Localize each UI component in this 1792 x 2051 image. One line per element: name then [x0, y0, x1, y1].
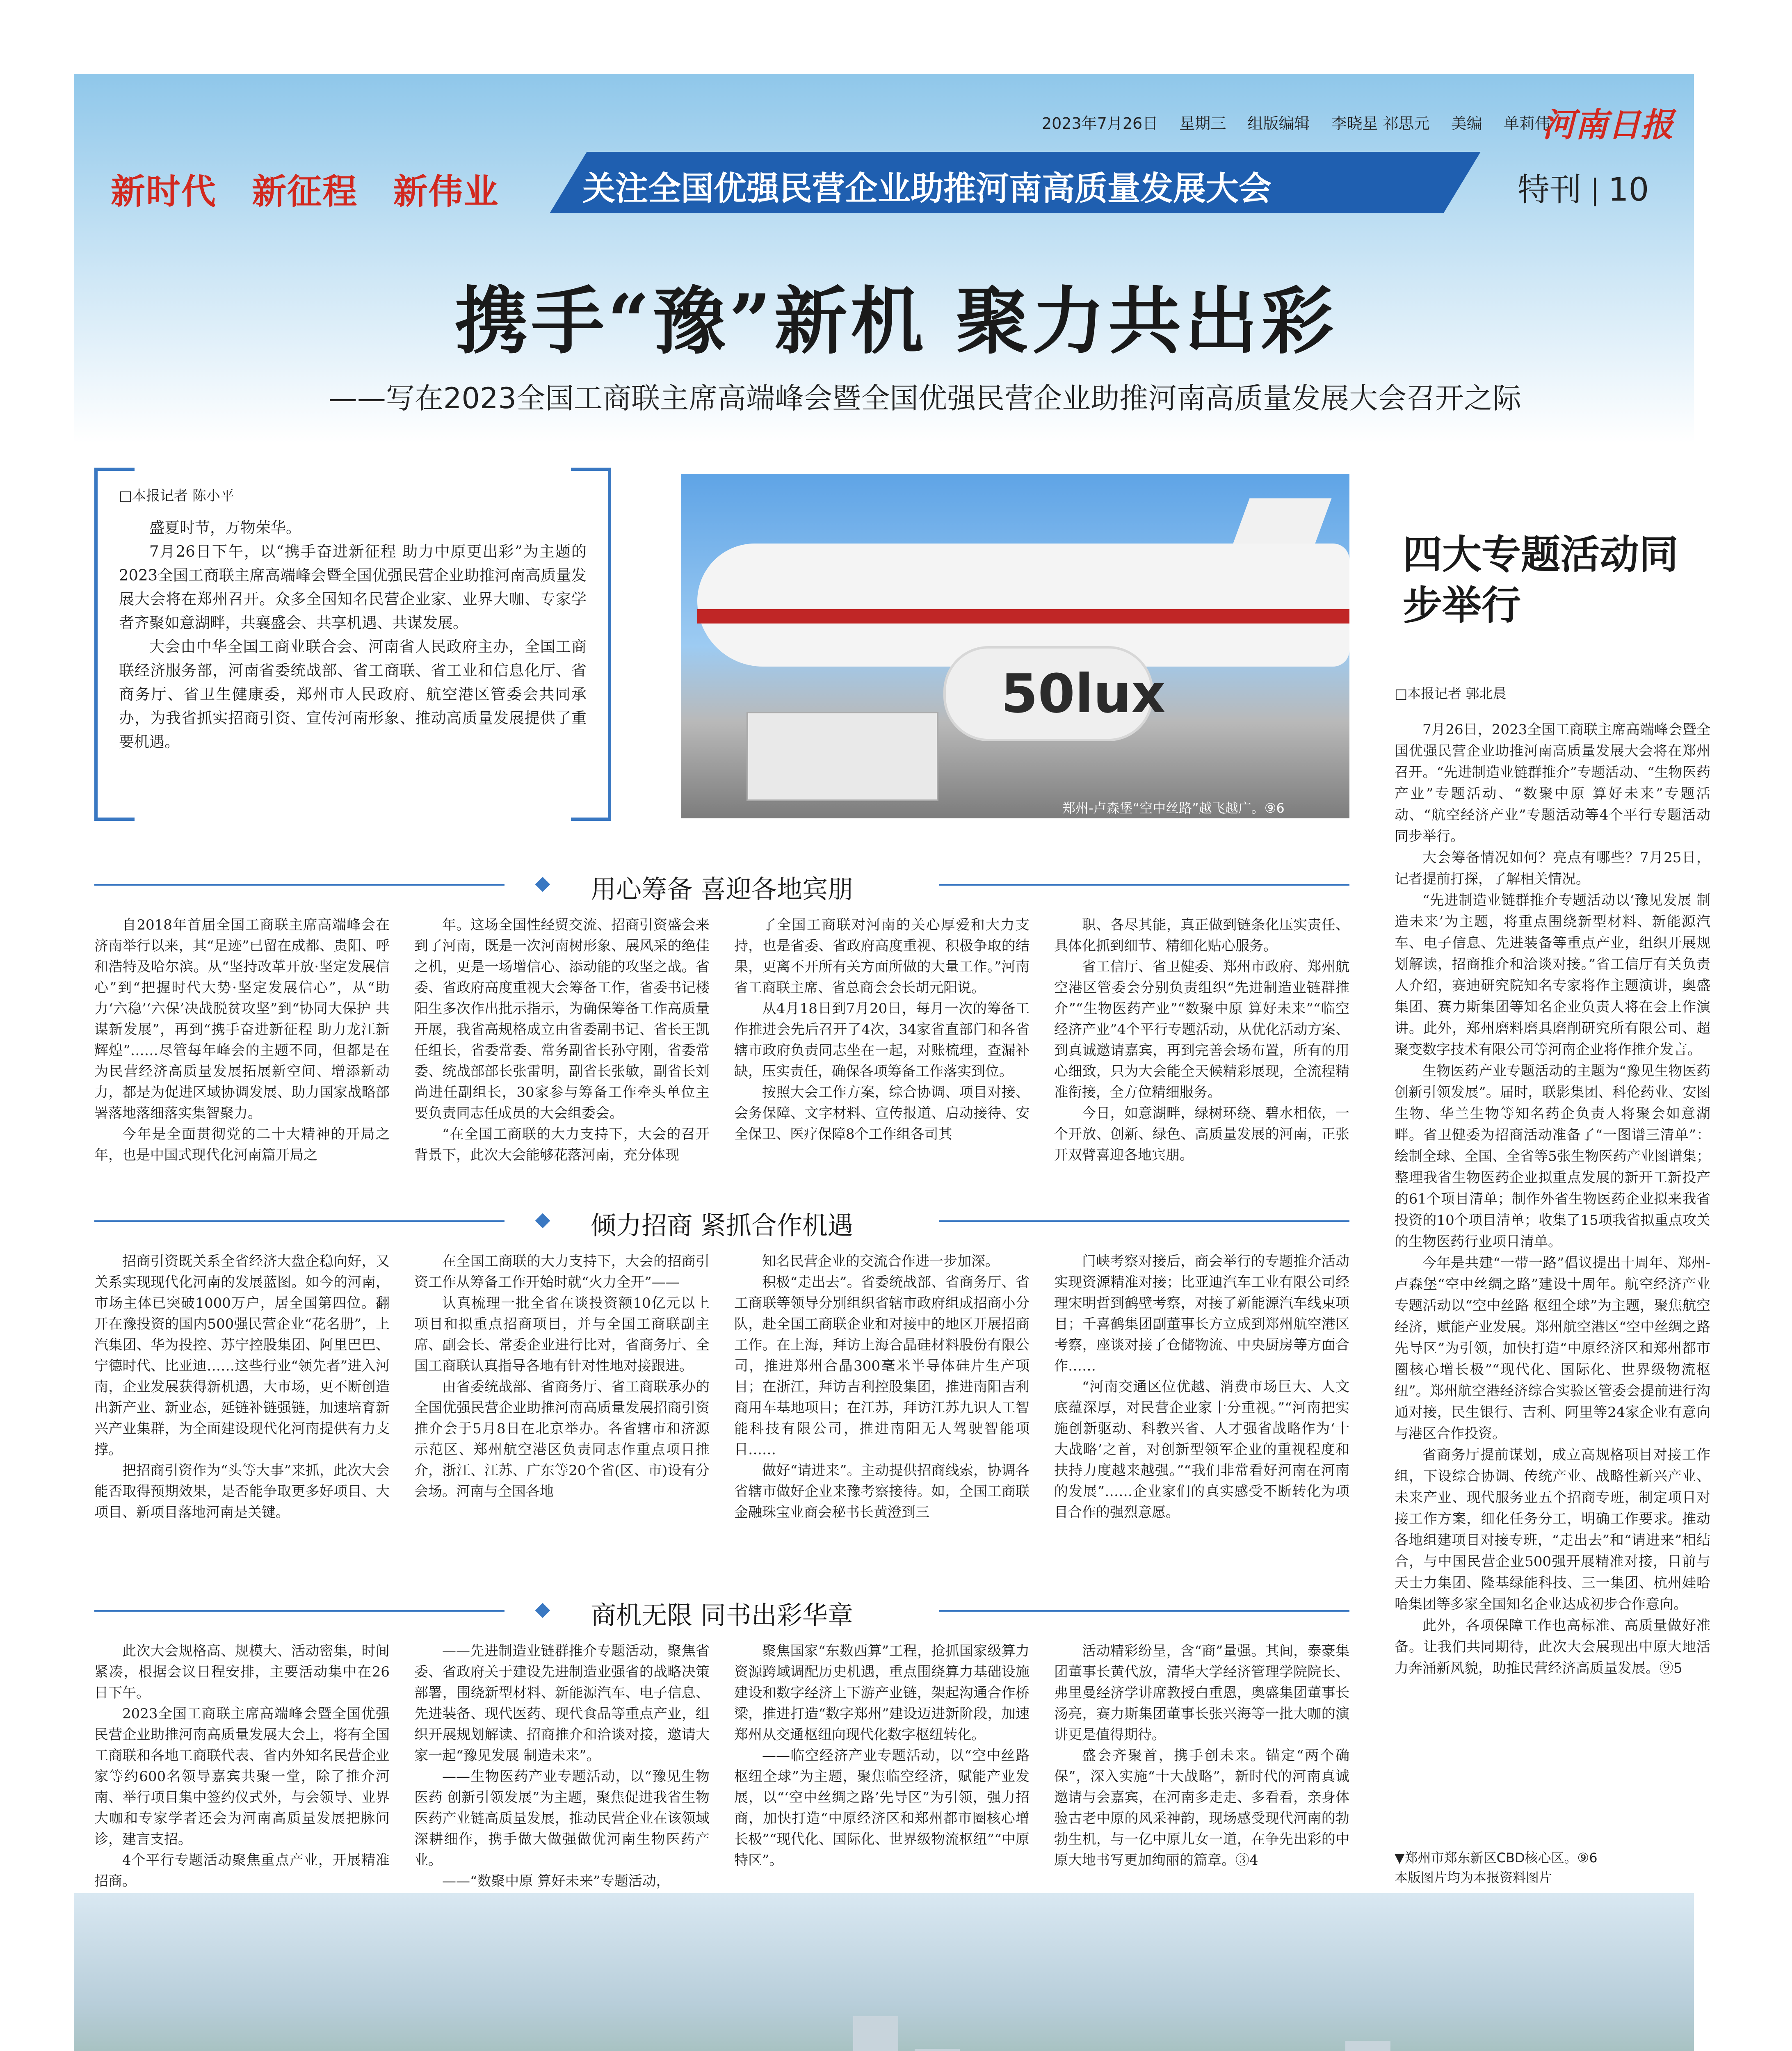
- section-title: 用心筹备 喜迎各地宾朋: [591, 874, 853, 904]
- text-column: [1054, 1641, 1349, 1892]
- city-photo-caption: [1395, 1848, 1710, 1887]
- body-paragraph: 省工信厅、省卫健委、郑州市政府、郑州航空港区管委会分别负责组织“先进制造业链群推介”“生物医药产业”“数聚中原 算好未来”“临空经济产业”4个平行专题活动，从优化活动方案、到真诚邀请嘉宾，再到完善会场布置，所有的用心细致，只为大会能全天候精彩展现，全流程精准衔接，全方位精细服务。: [1054, 959, 1349, 1101]
- topic-banner-text: 关注全国优强民营企业助推河南高质量发展大会: [582, 169, 1272, 208]
- body-paragraph: ——临空经济产业专题活动，以“空中丝路 枢纽全球”为主题，聚焦临空经济，赋能产业发展，以“‘空中丝绸之路’先导区”为引领，强力招商，加快打造“中原经济区和郑州都市圈核心增长极”“现代化、国际化、世界级物流枢纽”“中原特区”。: [734, 1747, 1030, 1868]
- side-paragraph: “先进制造业链群推介专题活动以‘豫见发展 制造未来’为主题，将重点围绕新型材料、新能源汽车、电子信息、先进装备等重点产业，组织开展规划解读，招商推介和洽谈对接。”省工信厅有关负责人介绍，赛迪研究院知名专家将作主题演讲，奥盛集团、赛力斯集团等知名企业负责人将在会上作演讲。此外，郑州磨料磨具磨削研究所有限公司、超聚变数字技术有限公司等河南企业将作推介发言。: [1395, 892, 1710, 1058]
- text-column: [94, 1251, 390, 1523]
- body-paragraph: ——“数聚中原 算好未来”专题活动，: [442, 1873, 670, 1889]
- section-2-body: [94, 1251, 1349, 1523]
- engine-livery-text: 50lux: [1001, 662, 1166, 725]
- text-column: [1054, 1251, 1349, 1523]
- reporter-byline: □本报记者 陈小平: [119, 488, 234, 504]
- newspaper-logo: 河南日报: [1542, 105, 1673, 144]
- side-paragraph: 省商务厅提前谋划，成立高规格项目对接工作组，下设综合协调、传统产业、战略性新兴产业、未来产业、现代服务业五个招商专班，制定项目对接工作方案，细化任务分工，明确工作要求。推动各地组建项目对接专班，“走出去”和“请进来”相结合，与中国民营企业500强开展精准对接，目前与天士力集团、隆基绿能科技、三一集团、杭州娃哈哈集团等多家全国知名企业达成初步合作意向。: [1395, 1447, 1710, 1612]
- text-column: [94, 1641, 390, 1892]
- caption-line: ▼郑州市郑东新区CBD核心区。⑨6: [1395, 1850, 1598, 1866]
- section-3-body: [94, 1641, 1349, 1892]
- editor-label: 组版编辑: [1247, 114, 1310, 132]
- body-paragraph: 做好“请进来”。主动提供招商线索，协调各省辖市做好企业来豫考察接待。如，全国工商联金融珠宝业商会秘书长黄澄到三: [734, 1462, 1030, 1521]
- masthead-meta: [1042, 111, 1567, 133]
- intro-box: [94, 468, 611, 814]
- text-column: [1054, 915, 1349, 1166]
- text-column: [414, 1251, 710, 1523]
- reporter-byline: □本报记者 郭北晨: [1395, 685, 1507, 701]
- intro-paragraph: 盛夏时节，万物荣华。: [149, 519, 301, 537]
- intro-text: [119, 484, 587, 754]
- side-paragraph: 7月26日，2023全国工商联主席高端峰会暨全国优强民营企业助推河南高质量发展大会将在郑州召开。“先进制造业链群推介”专题活动、“生物医药产业”专题活动、“数聚中原 算好未来”专题活动、“航空经济产业”专题活动等4个平行专题活动同步举行。: [1395, 722, 1710, 845]
- section-name: 特刊: [1518, 171, 1582, 208]
- section-header-3: [94, 1592, 1349, 1628]
- side-article-body: [1395, 683, 1710, 1679]
- slogan-item: 新征程: [252, 171, 358, 212]
- body-paragraph: 年。这场全国性经贸交流、招商引资盛会来到了河南，既是一次河南树形象、展风采的绝佳之机，更是一场增信心、添动能的攻坚之战。省委、省政府高度重视大会筹备工作，省委书记楼阳生多次作出批示指示，为确保筹备工作高质量开展，我省高规格成立由省委副书记、省长王凯任组长，省委常委、常务副省长孙守刚，省委常委、统战部部长张雷明，副省长张敏，副省长刘尚进任副组长，30家参与筹备工作牵头单位主要负责同志任成员的大会组委会。: [414, 917, 710, 1121]
- body-paragraph: ——生物医药产业专题活动，以“豫见生物医药 创新引领发展”为主题，聚焦促进我省生物医药产业链高质量发展，推动民营企业在该领域深耕细作，携手做大做强做优河南生物医药产业。: [414, 1768, 710, 1868]
- art-editor-label: 美编: [1451, 114, 1482, 132]
- sub-headline: ——写在2023全国工商联主席高端峰会暨全国优强民营企业助推河南高质量发展大会召开之际: [328, 381, 1522, 415]
- photo-tower: [853, 2016, 898, 2051]
- side-article-title: 四大专题活动同步举行: [1403, 531, 1678, 628]
- text-column: [734, 915, 1030, 1166]
- slogan: [111, 164, 522, 214]
- page-section-label: [1518, 164, 1649, 210]
- section-title: 倾力招商 紧抓合作机遇: [591, 1211, 853, 1240]
- text-column: [414, 915, 710, 1166]
- section-divider: [1594, 178, 1596, 206]
- slogan-item: 新时代: [111, 171, 217, 212]
- photo-tower: [915, 2049, 960, 2051]
- body-paragraph: 活动精彩纷呈，含“商”量强。其间，泰豪集团董事长黄代放，清华大学经济管理学院院长、弗里曼经济学讲席教授白重恩，奥盛集团董事长汤亮，赛力斯集团董事长张兴海等一批大咖的演讲更是值得期待。: [1054, 1643, 1349, 1743]
- body-paragraph: 门峡考察对接后，商会举行的专题推介活动实现资源精准对接；比亚迪汽车工业有限公司经理宋明哲到鹤壁考察，对接了新能源汽车线束项目；千喜鹤集团副董事长方立成到郑州航空港区考察，座谈对接了仓储物流、中央厨房等方面合作……: [1054, 1253, 1349, 1374]
- body-paragraph: 招商引资既关系全省经济大盘企稳向好，又关系实现现代化河南的发展蓝图。如今的河南，市场主体已突破1000万户，居全国第四位。翻开在豫投资的国内500强民营企业“花名册”，上汽集团、华为投控、苏宁控股集团、阿里巴巴、宁德时代、比亚迪……这些行业“领先者”进入河南，企业发展获得新机遇，大市场，更不断创造出新产业、新业态，延链补链强链，加速培育新兴产业集群，为全面建设现代化河南提供有力支撑。: [94, 1253, 390, 1458]
- body-paragraph: 了全国工商联对河南的关心厚爱和大力支持，也是省委、省政府高度重视、积极争取的结果，更离不开所有关方面所做的大量工作。”河南省工商联主席、省总商会会长胡元阳说。: [734, 917, 1030, 996]
- body-paragraph: 此次大会规格高、规模大、活动密集，时间紧凑，根据会议日程安排，主要活动集中在26日下午。: [94, 1643, 390, 1701]
- art-editor-name: 单莉伟: [1503, 114, 1550, 132]
- side-paragraph: 此外，各项保障工作也高标准、高质量做好准备。让我们共同期待，此次大会展现出中原大地活力奔涌新风貌，助推民营经济高质量发展。⑨5: [1395, 1617, 1710, 1676]
- body-paragraph: 按照大会工作方案，综合协调、项目对接、会务保障、文字材料、宣传报道、启动接待、安全保卫、医疗保障8个工作组各司其: [734, 1084, 1030, 1142]
- cbd-aerial-photo: [74, 1893, 1694, 2051]
- photo-tower: [1345, 2041, 1390, 2051]
- body-paragraph: 自2018年首届全国工商联主席高端峰会在济南举行以来，其“足迹”已留在成都、贵阳、呼和浩特及哈尔滨。从“坚持改革开放·坚定发展信心”到“把握时代大势·坚定发展信心”，从“助力‘六稳’‘六保’决战脱贫攻坚”到“协同大保护 共谋新发展”，再到“携手奋进新征程 助力龙江新辉煌”……尽管每年峰会的主题不同，但都是在为民营经济高质量发展拓展新空间、增添新动力，都是为促进区域协调发展、助力国家战略部署落地落细落实集智聚力。: [94, 917, 390, 1121]
- text-column: [734, 1251, 1030, 1523]
- body-paragraph: “河南交通区位优越、消费市场巨大、人文底蕴深厚，对民营企业家十分重视。”“河南把实施创新驱动、科教兴省、人才强省战略作为‘十大战略’之首，对创新型领军企业的重视程度和扶持力度越来越强。”“我们非常看好河南在河南的发展”……企业家们的真实感受不断转化为项目合作的强烈意愿。: [1054, 1379, 1349, 1521]
- body-paragraph: 从4月18日到7月20日，每月一次的筹备工作推进会先后召开了4次，34家省直部门和各省辖市政府负责同志坐在一起，对账梳理，查漏补缺，压实责任，确保各项筹备工作落实到位。: [734, 1000, 1030, 1080]
- body-paragraph: 在全国工商联的大力支持下，大会的招商引资工作从筹备工作开始时就“火力全开”——: [414, 1253, 710, 1290]
- side-paragraph: 大会筹备情况如何？亮点有哪些？7月25日，记者提前打探，了解相关情况。: [1395, 850, 1710, 887]
- cargo-plane-photo: [681, 474, 1349, 818]
- body-paragraph: 知名民营企业的交流合作进一步加深。: [762, 1253, 999, 1270]
- side-paragraph: 生物医药产业专题活动的主题为“豫见生物医药 创新引领发展”。届时，联影集团、科伦药业、安图生物、华兰生物等知名药企负责人将聚会如意湖畔。省卫健委为招商活动准备了“一图谱三清单”：绘制全球、全国、全省等5张生物医药产业图谱集；整理我省生物医药企业拟重点发展的新开工新投产的61个项目清单；制作外省生物医药企业拟来我省投资的10个项目清单；收集了15项我省拟重点攻关的生物医药行业项目清单。: [1395, 1063, 1710, 1250]
- slogan-item: 新伟业: [393, 171, 499, 212]
- intro-paragraph: 大会由中华全国工商业联合会、河南省人民政府主办，全国工商联经济服务部，河南省委统战部、省工商联、省工业和信息化厅、省商务厅、省卫生健康委，郑州市人民政府、航空港区管委会共同承办，为我省抓实招商引资、宣传河南形象、推动高质量发展提供了重要机遇。: [119, 638, 587, 751]
- body-paragraph: 4个平行专题活动聚焦重点产业，开展精准招商。: [94, 1852, 390, 1889]
- section-header-1: [94, 866, 1349, 902]
- page-number: 10: [1608, 171, 1649, 208]
- body-paragraph: 今日，如意湖畔，绿树环绕、碧水相依，一个开放、创新、绿色、高质量发展的河南，正张开双臂喜迎各地宾朋。: [1054, 1105, 1349, 1163]
- fuel-truck: [746, 712, 938, 801]
- plane-photo-caption: 郑州-卢森堡“空中丝路”越飞越广。⑨6: [1062, 800, 1285, 816]
- body-paragraph: 聚焦国家“东数西算”工程，抢抓国家级算力资源跨域调配历史机遇，重点围绕算力基础设施建设和数字经济上下游产业链，架起沟通合作桥梁，推进打造“数字郑州”建设迈进新阶段，加速郑州从交通枢纽向现代化数字枢纽转化。: [734, 1643, 1030, 1743]
- body-paragraph: 今年是全面贯彻党的二十大精神的开局之年，也是中国式现代化河南篇开局之: [94, 1126, 390, 1163]
- plane-stripe: [697, 609, 1349, 624]
- text-column: [414, 1641, 710, 1892]
- intro-paragraph: 7月26日下午，以“携手奋进新征程 助力中原更出彩”为主题的2023全国工商联主席高端峰会暨全国优强民营企业助推河南高质量发展大会将在郑州召开。众多全国知名民营企业家、业界大咖、专家学者齐聚如意湖畔，共襄盛会、共享机遇、共谋发展。: [119, 543, 587, 632]
- body-paragraph: 积极“走出去”。省委统战部、省商务厅、省工商联等领导分别组织省辖市政府组成招商小分队，赴全国工商联企业和对接中的地区开展招商工作。在上海，拜访上海合晶硅材料股份有限公司，推进郑州合晶300毫米半导体硅片生产项目；在浙江，拜访吉利控股集团，推进南阳吉利商用车基地项目；在江苏，拜访江苏九识人工智能科技有限公司，推进南阳无人驾驶智能项目……: [734, 1274, 1030, 1458]
- editor-names: 李晓星 祁思元: [1331, 114, 1430, 132]
- body-paragraph: 职、各尽其能，真正做到链条化压实责任、具体化抓到细节、精细化贴心服务。: [1054, 917, 1349, 954]
- body-paragraph: “在全国工商联的大力支持下，大会的召开背景下，此次大会能够花落河南，充分体现: [414, 1126, 710, 1163]
- main-headline: 携手“豫”新机 聚力共出彩: [455, 278, 1337, 364]
- body-paragraph: ——先进制造业链群推介专题活动，聚焦省委、省政府关于建设先进制造业强省的战略决策部署，围绕新型材料、新能源汽车、电子信息、先进装备、现代医药、现代食品等重点产业，组织开展规划解读、招商推介和洽谈对接，邀请大家一起“豫见发展 制造未来”。: [414, 1643, 710, 1764]
- section-1-body: [94, 915, 1349, 1166]
- text-column: [734, 1641, 1030, 1892]
- issue-date: 2023年7月26日: [1042, 114, 1158, 132]
- body-paragraph: 2023全国工商联主席高端峰会暨全国优强民营企业助推河南高质量发展大会上，将有全国工商联和各地工商联代表、省内外知名民营企业家等约600名领导嘉宾共聚一堂，除了推介河南、举行项目集中签约仪式外，与会领导、业界大咖和专家学者还会为河南高质量发展把脉问诊，建言支招。: [94, 1706, 390, 1848]
- body-paragraph: 认真梳理一批全省在谈投资额10亿元以上项目和拟重点招商项目，并与全国工商联副主席、副会长、常委企业进行比对，省商务厅、全国工商联认真指导各地有针对性地对接跟进。: [414, 1295, 710, 1374]
- issue-weekday: 星期三: [1179, 114, 1226, 132]
- body-paragraph: 把招商引资作为“头等大事”来抓，此次大会能否取得预期效果，是否能争取更多好项目、大项目、新项目落地河南是关键。: [94, 1462, 390, 1521]
- text-column: [94, 915, 390, 1166]
- section-title: 商机无限 同书出彩华章: [591, 1600, 853, 1630]
- caption-line: 本版图片均为本报资料图片: [1395, 1870, 1552, 1885]
- body-paragraph: 由省委统战部、省商务厅、省工商联承办的全国优强民营企业助推河南高质量发展招商引资推介会于5月8日在北京举办。各省辖市和济源示范区、郑州航空港区负责同志作重点项目推介，浙江、江苏、广东等20个省(区、市)设有分会场。河南与全国各地: [414, 1379, 710, 1500]
- section-header-2: [94, 1202, 1349, 1239]
- side-paragraph: 今年是共建“一带一路”倡议提出十周年、郑州-卢森堡“空中丝绸之路”建设十周年。航空经济产业专题活动以“空中丝路 枢纽全球”为主题，聚焦航空经济，赋能产业发展。郑州航空港区“空中丝绸之路先导区”为引领，加快打造“中原经济区和郑州都市圈核心增长极”“现代化、国际化、世界级物流枢纽”。郑州航空港经济综合实验区管委会提前进行沟通对接，民生银行、吉利、阿里等24家企业有意向与港区合作投资。: [1395, 1255, 1710, 1442]
- body-paragraph: 盛会齐聚首，携手创未来。锚定“两个确保”，深入实施“十大战略”，新时代的河南真诚邀请与会嘉宾，在河南多走走、多看看，亲身体验古老中原的风采神韵，现场感受现代河南的勃勃生机，与一亿中原儿女一道，在争先出彩的中原大地书写更加绚丽的篇章。③4: [1054, 1747, 1349, 1868]
